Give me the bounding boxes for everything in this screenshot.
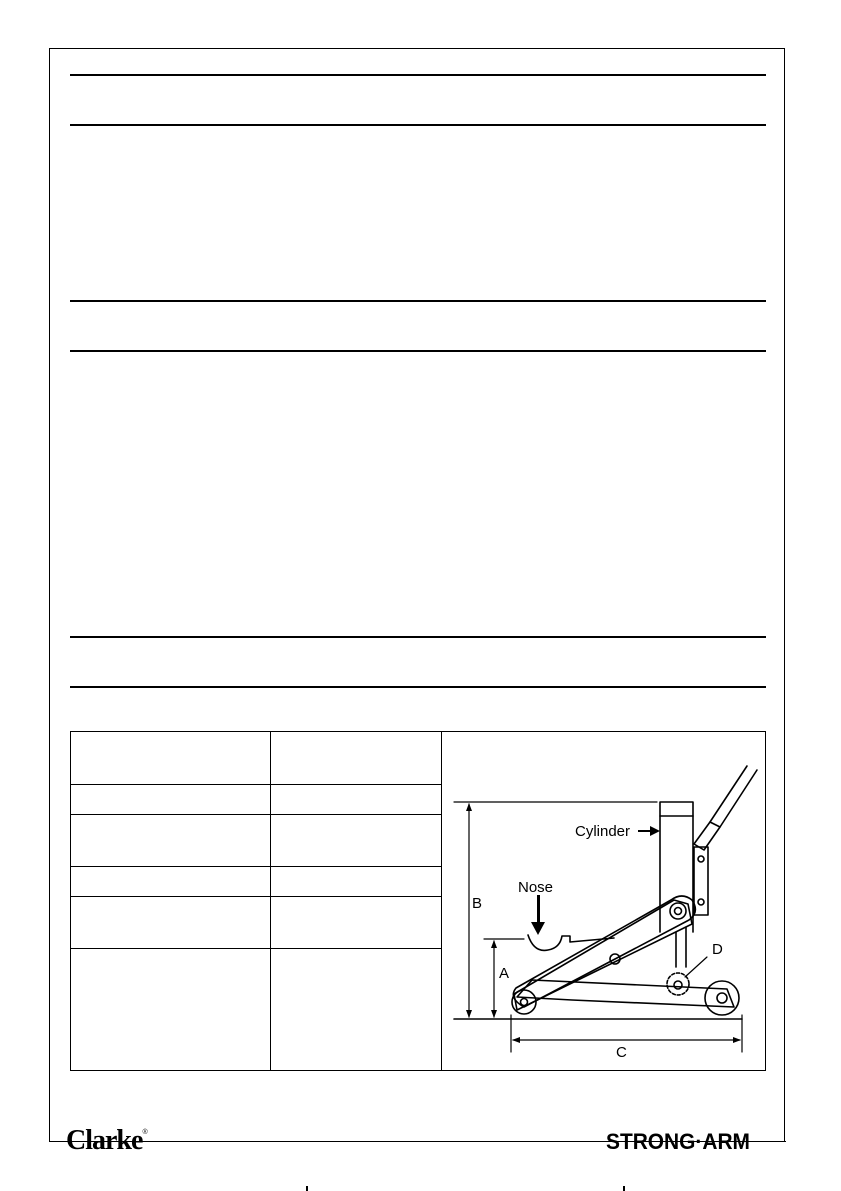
crop-mark — [623, 1186, 625, 1191]
table-row-divider — [71, 784, 441, 785]
table-row-divider — [71, 814, 441, 815]
clarke-logo — [66, 1127, 147, 1155]
section-1-bottom-rule — [70, 124, 766, 126]
label-a: A — [499, 965, 510, 982]
strong-arm-logo-text: STRONG·ARM — [606, 1129, 750, 1154]
table-row-divider — [71, 948, 441, 949]
section-1-top-rule — [70, 74, 766, 76]
rear-wheel-hub — [521, 999, 528, 1006]
footer-rule-left-edge — [49, 1141, 63, 1142]
strong-arm-logo — [606, 1131, 750, 1153]
dimension-a-arrow-top — [491, 940, 497, 948]
registered-mark: ® — [142, 1129, 147, 1136]
table-row-divider — [71, 866, 441, 867]
table-row-divider — [71, 896, 441, 897]
clarke-logo-text: Clarke — [66, 1125, 143, 1156]
label-c: C — [616, 1044, 627, 1061]
cylinder-arrow-shaft — [638, 830, 652, 832]
release-valve-inner — [674, 981, 682, 989]
dimension-a-arrow-bottom — [491, 1010, 497, 1018]
dimension-b-arrow-top — [466, 803, 472, 811]
table-column-divider-1 — [270, 732, 271, 1070]
cylinder-arrow-head — [650, 826, 660, 836]
label-cylinder: Cylinder — [575, 823, 631, 840]
lift-arm — [514, 900, 692, 1010]
front-wheel-hub — [717, 993, 727, 1003]
handle-socket — [694, 822, 720, 850]
bracket-hole — [698, 899, 704, 905]
footer-rule-right-edge — [770, 1141, 786, 1142]
arm-pivot — [670, 903, 686, 919]
nose-arrow-shaft — [537, 895, 540, 925]
label-d-leader — [685, 957, 707, 977]
crop-mark — [306, 1186, 308, 1191]
label-nose: Nose — [518, 879, 554, 896]
footer-rule-left — [150, 1141, 393, 1142]
footer-rule-right — [443, 1141, 603, 1142]
section-2-bottom-rule — [70, 350, 766, 352]
dimension-c-arrow-right — [733, 1037, 741, 1043]
section-2-top-rule — [70, 300, 766, 302]
specification-table — [70, 731, 766, 1071]
label-b: B — [472, 895, 483, 912]
cylinder-cap — [660, 802, 693, 816]
nose-arrow-head — [531, 922, 545, 935]
jack-diagram — [442, 732, 765, 1070]
dimension-c-arrow-left — [512, 1037, 520, 1043]
section-3-bottom-rule — [70, 686, 766, 688]
section-3-top-rule — [70, 636, 766, 638]
label-d: D — [712, 941, 723, 958]
dimension-b-arrow-bottom — [466, 1010, 472, 1018]
arm-pivot — [675, 908, 682, 915]
front-wheel — [705, 981, 739, 1015]
bracket-hole — [698, 856, 704, 862]
